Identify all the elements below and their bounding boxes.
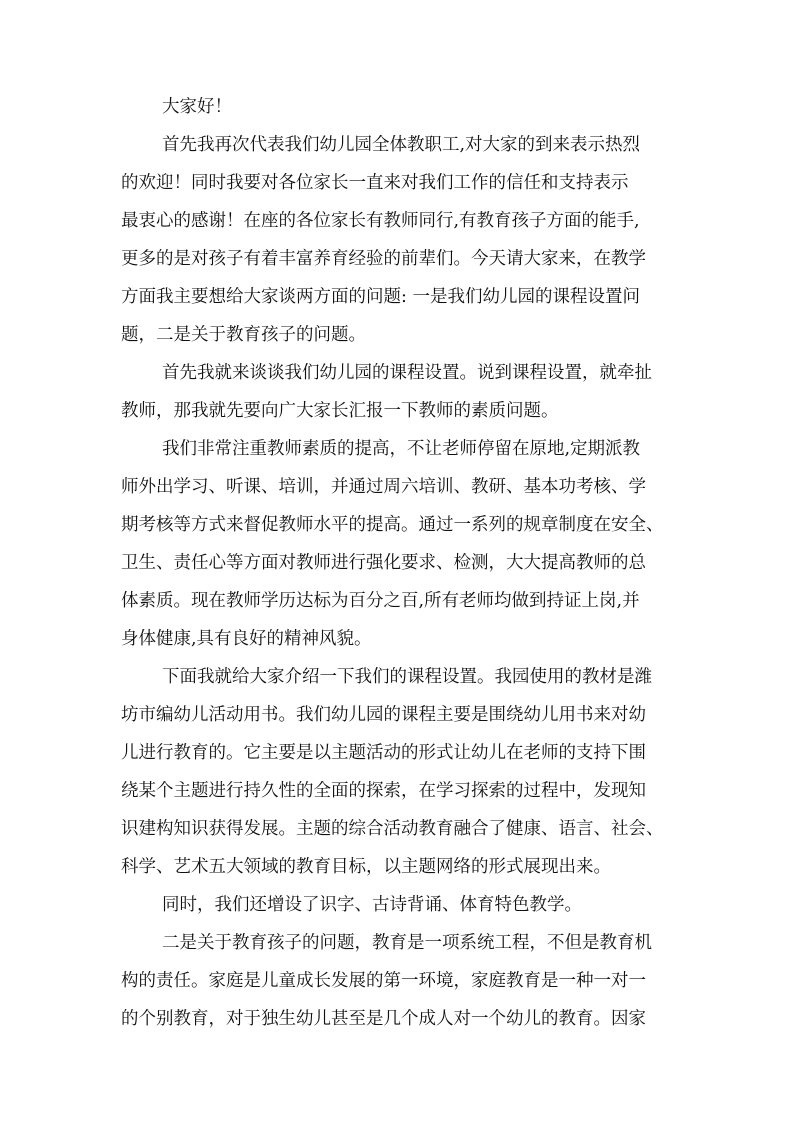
text-line: 卫生、责任心等方面对教师进行强化要求、检测，大大提高教师的总 bbox=[121, 553, 646, 573]
text-line: 首先我再次代表我们幼儿园全体教职工,对大家的到来表示热烈 bbox=[162, 135, 641, 155]
text-line: 师外出学习、听课、培训，并通过周六培训、教研、基本功考核、学 bbox=[121, 477, 646, 497]
text-line: 绕某个主题进行持久性的全面的探索，在学习探索的过程中，发现知 bbox=[121, 781, 646, 801]
text-line: 的个别教育，对于独生幼儿甚至是几个成人对一个幼儿的教育。因家 bbox=[121, 1009, 646, 1029]
text-line: 的欢迎！同时我要对各位家长一直来对我们工作的信任和支持表示 bbox=[121, 173, 629, 193]
text-line: 同时，我们还增设了识字、古诗背诵、体育特色教学。 bbox=[162, 895, 582, 915]
text-line: 更多的是对孩子有着丰富养育经验的前辈们。今天请大家来，在教学 bbox=[121, 249, 646, 269]
text-line: 最衷心的感谢！在座的各位家长有教师同行,有教育孩子方面的能手, bbox=[121, 211, 640, 231]
text-line: 首先我就来谈谈我们幼儿园的课程设置。说到课程设置，就牵扯 bbox=[162, 363, 652, 383]
text-line: 二是关于教育孩子的问题，教育是一项系统工程，不但是教育机 bbox=[162, 933, 652, 953]
text-line: 儿进行教育的。它主要是以主题活动的形式让幼儿在老师的支持下围 bbox=[121, 743, 646, 763]
text-line: 体素质。现在教师学历达标为百分之百,所有老师均做到持证上岗,并 bbox=[121, 591, 640, 611]
text-line: 识建构知识获得发展。主题的综合活动教育融合了健康、语言、社会、 bbox=[121, 819, 664, 839]
text-line: 方面我主要想给大家谈两方面的问题: 一是我们幼儿园的课程设置问 bbox=[121, 287, 640, 307]
text-line: 我们非常注重教师素质的提高，不让老师停留在原地,定期派教 bbox=[162, 439, 641, 459]
text-line: 坊市编幼儿活动用书。我们幼儿园的课程主要是围绕幼儿用书来对幼 bbox=[121, 705, 646, 725]
text-line: 下面我就给大家介绍一下我们的课程设置。我园使用的教材是潍 bbox=[162, 667, 652, 687]
text-line: 期考核等方式来督促教师水平的提高。通过一系列的规章制度在安全、 bbox=[121, 515, 664, 535]
text-line: 科学、艺术五大领域的教育目标，以主题网络的形式展现出来。 bbox=[121, 857, 611, 877]
text-line: 身体健康,具有良好的精神风貌。 bbox=[121, 629, 372, 649]
text-line: 题，二是关于教育孩子的问题。 bbox=[121, 325, 366, 345]
text-line: 构的责任。家庭是儿童成长发展的第一环境，家庭教育是一种一对一 bbox=[121, 971, 646, 991]
text-line: 大家好！ bbox=[162, 97, 232, 117]
text-line: 教师，那我就先要向广大家长汇报一下教师的素质问题。 bbox=[121, 401, 559, 421]
